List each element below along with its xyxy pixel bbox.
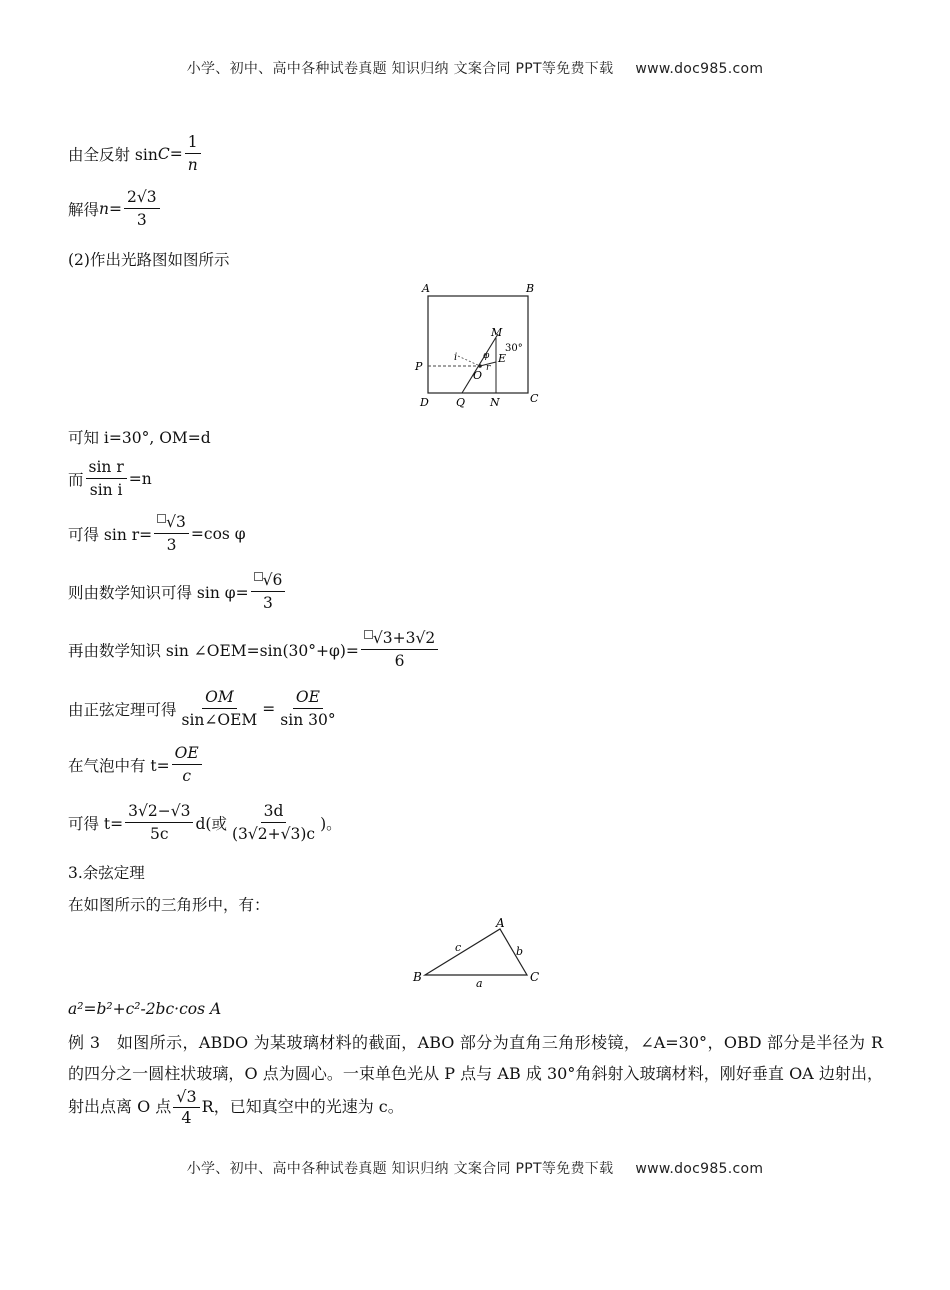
num-text: √6 bbox=[262, 571, 283, 589]
den: c bbox=[182, 767, 192, 785]
num: √3 bbox=[173, 1089, 199, 1108]
var: C bbox=[157, 144, 170, 163]
text: 解得 bbox=[68, 200, 100, 219]
num bbox=[251, 571, 286, 592]
num: sin r bbox=[86, 458, 127, 479]
den: 6 bbox=[394, 652, 405, 670]
fraction-1 bbox=[125, 802, 193, 843]
fraction bbox=[251, 571, 286, 612]
fraction bbox=[86, 458, 127, 499]
missing-glyph bbox=[364, 630, 373, 639]
label-i: i bbox=[454, 352, 458, 363]
num bbox=[154, 513, 189, 534]
line-time bbox=[68, 744, 204, 785]
eq: = bbox=[169, 144, 183, 163]
num: OE bbox=[172, 744, 202, 765]
line-sin-phi bbox=[68, 571, 287, 612]
label-D: D bbox=[420, 396, 429, 409]
den: 4 bbox=[181, 1108, 192, 1127]
num-text: √3+3√2 bbox=[372, 629, 436, 647]
example-tail: R，已知真空中的光速为 c。 bbox=[201, 1097, 404, 1116]
den: (3√2+√3)c bbox=[231, 825, 316, 843]
text: )。 bbox=[320, 814, 342, 833]
text: 由正弦定理可得 bbox=[68, 700, 177, 719]
footer-text: 小学、初中、高中各种试卷真题 知识归纳 文案合同 PPT等免费下载 bbox=[186, 1161, 614, 1177]
cosine-formula: a²=b²+c²-2bc·cos A bbox=[68, 1000, 222, 1018]
eq: = bbox=[109, 199, 122, 218]
text: 可得 t= bbox=[68, 814, 124, 833]
num: OM bbox=[202, 688, 237, 709]
label-O: O bbox=[473, 369, 483, 382]
den: sin∠OEM bbox=[181, 711, 258, 729]
num-text: √3 bbox=[166, 513, 186, 531]
var: n bbox=[99, 199, 109, 218]
num: 3√2−√3 bbox=[125, 802, 193, 823]
num: 2√3 bbox=[124, 188, 160, 209]
line-sine-law bbox=[68, 688, 341, 729]
fraction bbox=[172, 744, 202, 785]
label-B: B bbox=[526, 282, 535, 295]
missing-glyph bbox=[254, 572, 263, 581]
line-known: 可知 i=30°, OM=d bbox=[68, 429, 211, 447]
fraction bbox=[154, 513, 189, 554]
label-b: b bbox=[516, 945, 524, 958]
fraction-2 bbox=[277, 688, 338, 729]
den: 5c bbox=[150, 825, 169, 843]
label-E: E bbox=[498, 352, 507, 365]
fraction bbox=[185, 133, 201, 174]
line-draw-path: (2)作出光路图如图所示 bbox=[68, 251, 230, 269]
light-path-figure bbox=[400, 278, 550, 410]
text: =n bbox=[128, 469, 152, 488]
label-A: A bbox=[422, 282, 430, 295]
label-M: M bbox=[491, 326, 503, 339]
den: 3 bbox=[136, 211, 147, 229]
line-solve-n bbox=[68, 188, 162, 229]
missing-glyph bbox=[157, 514, 166, 523]
line-total-reflection bbox=[68, 133, 203, 174]
num: 3d bbox=[261, 802, 287, 823]
line-snell bbox=[68, 458, 152, 499]
text: =cos φ bbox=[190, 524, 246, 543]
section-cosine-law: 3.余弦定理 bbox=[68, 864, 145, 882]
footer-site: www.doc985.com bbox=[635, 1161, 764, 1177]
example-text: 例 3 如图所示，ABDO 为某玻璃材料的截面，ABO 部分为直角三角形棱镜，∠A=30°，OBD 部分是半径为 R 的四分之一圆柱状玻璃，O 点为圆心。一束单色光从 P 点与 AB 成 30°角斜射入玻璃材料，刚好垂直 OA 边射出，射出点离 O 点 bbox=[68, 1033, 883, 1116]
text: 可得 sin r= bbox=[68, 525, 153, 544]
label-30deg: 30° bbox=[505, 343, 523, 354]
header-text: 小学、初中、高中各种试卷真题 知识归纳 文案合同 PPT等免费下载 bbox=[186, 61, 614, 77]
label-C: C bbox=[530, 970, 540, 984]
den: 3 bbox=[166, 536, 177, 554]
label-P: P bbox=[415, 360, 423, 373]
fraction-1 bbox=[179, 688, 261, 729]
header-site: www.doc985.com bbox=[635, 61, 764, 77]
label-Q: Q bbox=[456, 396, 466, 409]
triangle-figure bbox=[405, 915, 550, 990]
label-C: C bbox=[530, 392, 539, 405]
line-result bbox=[68, 802, 342, 843]
den: 3 bbox=[263, 594, 273, 612]
text: 则由数学知识可得 sin φ= bbox=[68, 583, 249, 602]
line-sin-oem bbox=[68, 629, 440, 670]
text: 再由数学知识 sin ∠OEM=sin(30°+φ)= bbox=[68, 641, 359, 660]
fraction bbox=[173, 1089, 199, 1126]
num: 1 bbox=[185, 133, 201, 154]
line-triangle-intro: 在如图所示的三角形中，有： bbox=[68, 896, 270, 914]
fraction bbox=[124, 188, 160, 229]
num bbox=[361, 629, 438, 650]
text: 由全反射 sin bbox=[68, 145, 158, 164]
den: sin 30° bbox=[280, 711, 336, 729]
den: n bbox=[187, 156, 198, 174]
eq: = bbox=[262, 699, 276, 718]
page-footer bbox=[0, 1158, 950, 1178]
num: OE bbox=[293, 688, 323, 709]
page-header bbox=[0, 58, 950, 78]
label-r: r bbox=[486, 363, 491, 373]
den: sin i bbox=[89, 481, 123, 499]
text: 而 bbox=[68, 470, 84, 489]
fraction-2 bbox=[229, 802, 318, 843]
label-B: B bbox=[413, 970, 422, 984]
label-phi: φ bbox=[483, 351, 490, 361]
example-3 bbox=[68, 1027, 883, 1126]
label-A: A bbox=[496, 916, 505, 930]
text: d(或 bbox=[195, 814, 227, 833]
label-c: c bbox=[455, 941, 462, 954]
label-a: a bbox=[476, 977, 483, 990]
line-sin-r bbox=[68, 513, 246, 554]
text: 在气泡中有 t= bbox=[68, 756, 170, 775]
fraction bbox=[361, 629, 438, 670]
label-N: N bbox=[490, 396, 500, 409]
